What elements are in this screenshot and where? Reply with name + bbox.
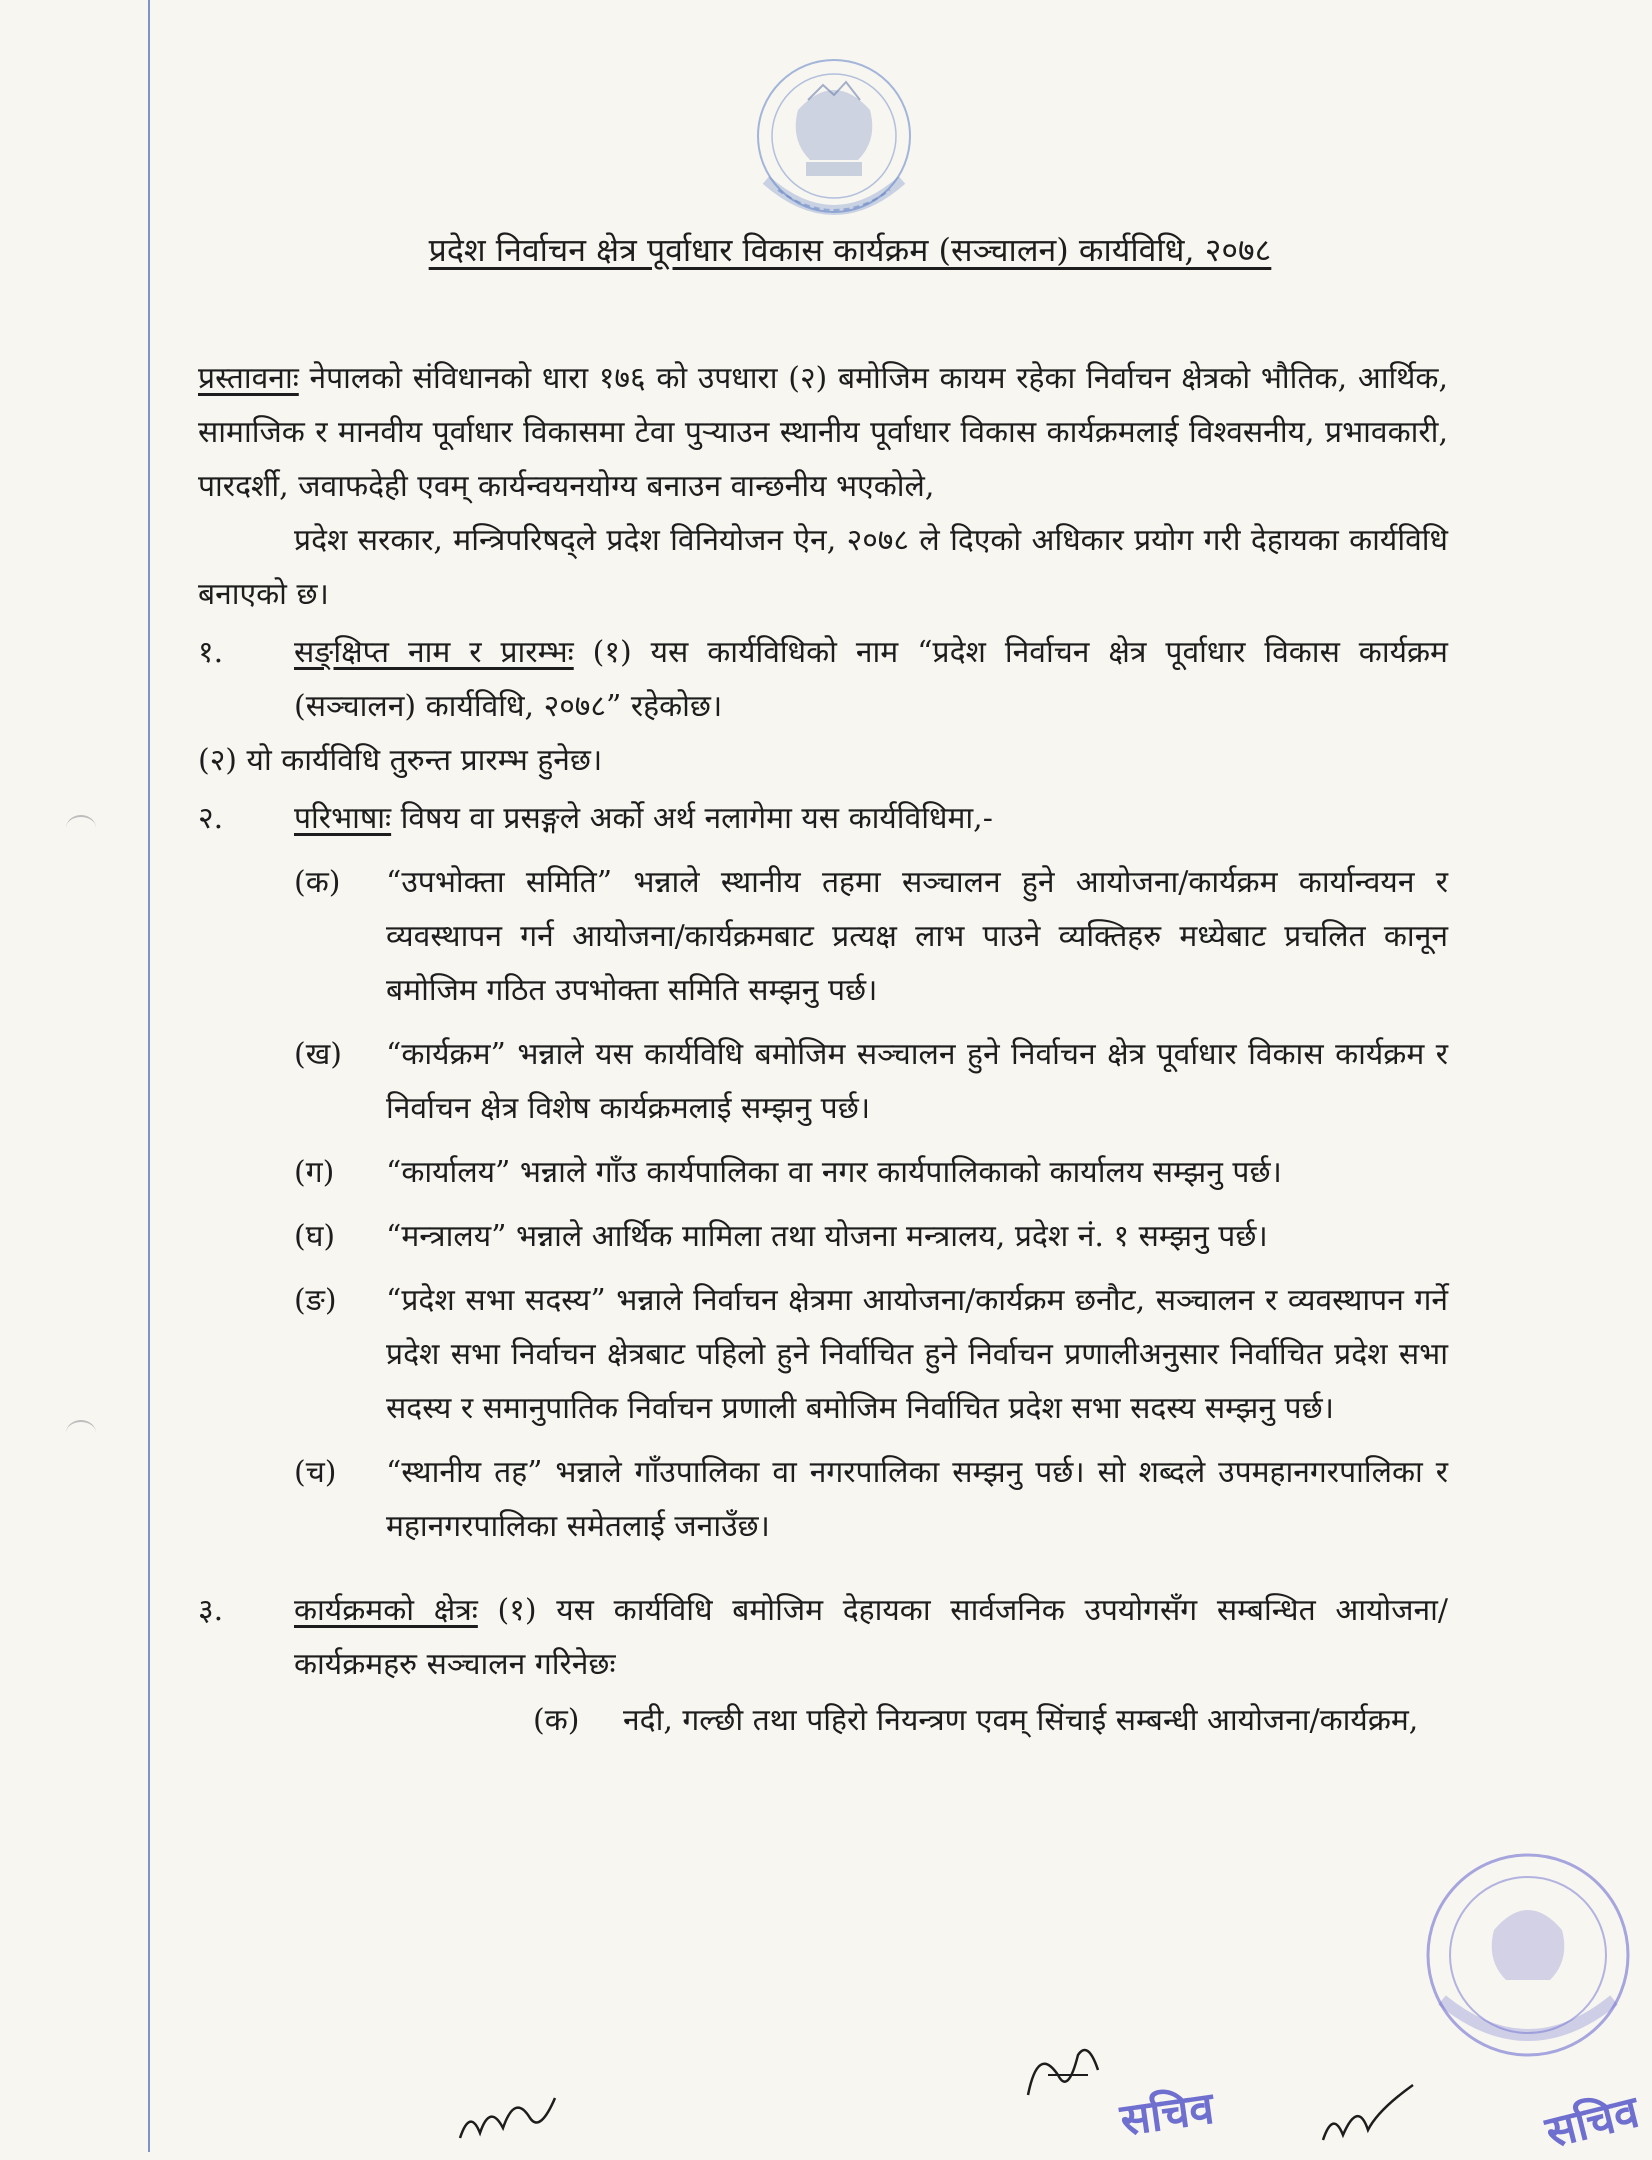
signature-icon	[455, 2088, 565, 2148]
document-body	[198, 352, 1448, 1748]
definition-item	[294, 1028, 1448, 1136]
signature-icon	[1018, 2035, 1108, 2110]
signature-icon	[1318, 2080, 1418, 2150]
stamp-text: सचिव	[1117, 2082, 1217, 2147]
section-text: ः विषय वा प्रसङ्गले अर्को अर्थ नलागेमा यस कार्यविधिमा,-	[391, 801, 993, 836]
definition-mark: (घ)	[294, 1219, 336, 1254]
punch-hole-mark	[66, 815, 96, 841]
section-number: २.	[198, 801, 224, 836]
section-2	[198, 792, 1448, 846]
section-number: १.	[198, 635, 224, 670]
definition-mark: (क)	[294, 865, 341, 900]
section-1	[198, 626, 1448, 734]
punch-hole-mark	[66, 1420, 96, 1446]
definition-text: “उपभोक्ता समिति” भन्नाले स्थानीय तहमा सञ्चालन हुने आयोजना/कार्यक्रम कार्यान्वयन र व्यवस्थापन गर्न आयोजना/कार्यक्रमबाट प्रत्यक्ष लाभ पाउने व्यक्तिहरु मध्येबाट प्रचलित कानून बमोजिम गठित उपभोक्ता समिति सम्झनु पर्छ।	[386, 865, 1448, 1008]
section-heading: परिभाषा	[294, 801, 392, 836]
definition-mark: (ङ)	[294, 1283, 337, 1318]
definition-item	[294, 1146, 1448, 1200]
section-heading: कार्यक्रमको क्षेत्र	[294, 1593, 478, 1628]
definition-item	[294, 1446, 1448, 1554]
definition-item	[294, 856, 1448, 1018]
section-text: ः (१) यस कार्यविधि बमोजिम देहायका सार्वजनिक उपयोगसँग सम्बन्धित आयोजना/कार्यक्रमहरु सञ्चालन गरिनेछः	[294, 1593, 1448, 1682]
preamble-paragraph	[198, 352, 1448, 514]
preamble-text: ः नेपालको संविधानको धारा १७६ को उपधारा (२) बमोजिम कायम रहेका निर्वाचन क्षेत्रको भौतिक, आर्थिक, सामाजिक र मानवीय पूर्वाधार विकासमा टेवा पुऱ्याउन स्थानीय पूर्वाधार विकास कार्यक्रमलाई विश्वसनीय, प्रभावकारी, पारदर्शी, जवाफदेही एवम् कार्यन्वयनयोग्य बनाउन वान्छनीय भएकोले,	[198, 361, 1448, 504]
clause-mark: (क)	[533, 1703, 580, 1738]
definition-mark: (ग)	[294, 1155, 335, 1190]
section-heading: सङ्क्षिप्त नाम र प्रारम्भ	[294, 635, 574, 670]
office-seal-icon	[1412, 1840, 1644, 2070]
definition-text: “कार्यालय” भन्नाले गाँउ कार्यपालिका वा नगर कार्यपालिकाको कार्यालय सम्झनु पर्छ।	[386, 1155, 1282, 1190]
definition-item	[294, 1274, 1448, 1436]
section-number: ३.	[198, 1593, 224, 1628]
section-text: ः (१) यस कार्यविधिको नाम “प्रदेश निर्वाचन क्षेत्र पूर्वाधार विकास कार्यक्रम (सञ्चालन) कार्यविधि, २०७८” रहेकोछ।	[294, 635, 1448, 724]
clause-item	[533, 1694, 1448, 1748]
definition-text: “कार्यक्रम” भन्नाले यस कार्यविधि बमोजिम सञ्चालन हुने निर्वाचन क्षेत्र पूर्वाधार विकास कार्यक्रम र निर्वाचन क्षेत्र विशेष कार्यक्रमलाई सम्झनु पर्छ।	[386, 1037, 1448, 1126]
definition-item	[294, 1210, 1448, 1264]
clause-text: नदी, गल्छी तथा पहिरो नियन्त्रण एवम् सिंचाई सम्बन्धी आयोजना/कार्यक्रम,	[623, 1703, 1419, 1738]
document-title: प्रदेश निर्वाचन क्षेत्र पूर्वाधार विकास कार्यक्रम (सञ्चालन) कार्यविधि, २०७८	[428, 231, 1272, 269]
section-3	[198, 1584, 1448, 1692]
preamble-paragraph-2: प्रदेश सरकार, मन्त्रिपरिषद्ले प्रदेश विनियोजन ऐन, २०७८ ले दिएको अधिकार प्रयोग गरी देहायका कार्यविधि बनाएको छ।	[198, 523, 1448, 612]
section-1-subsection-2: (२) यो कार्यविधि तुरुन्त प्रारम्भ हुनेछ।	[198, 743, 603, 778]
definition-text: “स्थानीय तह” भन्नाले गाँउपालिका वा नगरपालिका सम्झनु पर्छ। सो शब्दले उपमहानगरपालिका र महानगरपालिका समेतलाई जनाउँछ।	[386, 1455, 1448, 1544]
margin-line	[148, 0, 150, 2152]
definition-mark: (ख)	[294, 1037, 342, 1072]
government-seal-icon	[718, 40, 950, 245]
preamble-label: प्रस्तावना	[198, 361, 299, 396]
definition-text: “प्रदेश सभा सदस्य” भन्नाले निर्वाचन क्षेत्रमा आयोजना/कार्यक्रम छनौट, सञ्चालन र व्यवस्थापन गर्ने प्रदेश सभा निर्वाचन क्षेत्रबाट पहिलो हुने निर्वाचित हुने निर्वाचन प्रणालीअनुसार निर्वाचित प्रदेश सभा सदस्य र समानुपातिक निर्वाचन प्रणाली बमोजिम निर्वाचित प्रदेश सभा सदस्य सम्झनु पर्छ।	[386, 1283, 1448, 1426]
definition-mark: (च)	[294, 1455, 337, 1490]
definition-text: “मन्त्रालय” भन्नाले आर्थिक मामिला तथा योजना मन्त्रालय, प्रदेश नं. १ सम्झनु पर्छ।	[386, 1219, 1268, 1254]
stamp-text: सचिव	[1540, 2086, 1644, 2159]
